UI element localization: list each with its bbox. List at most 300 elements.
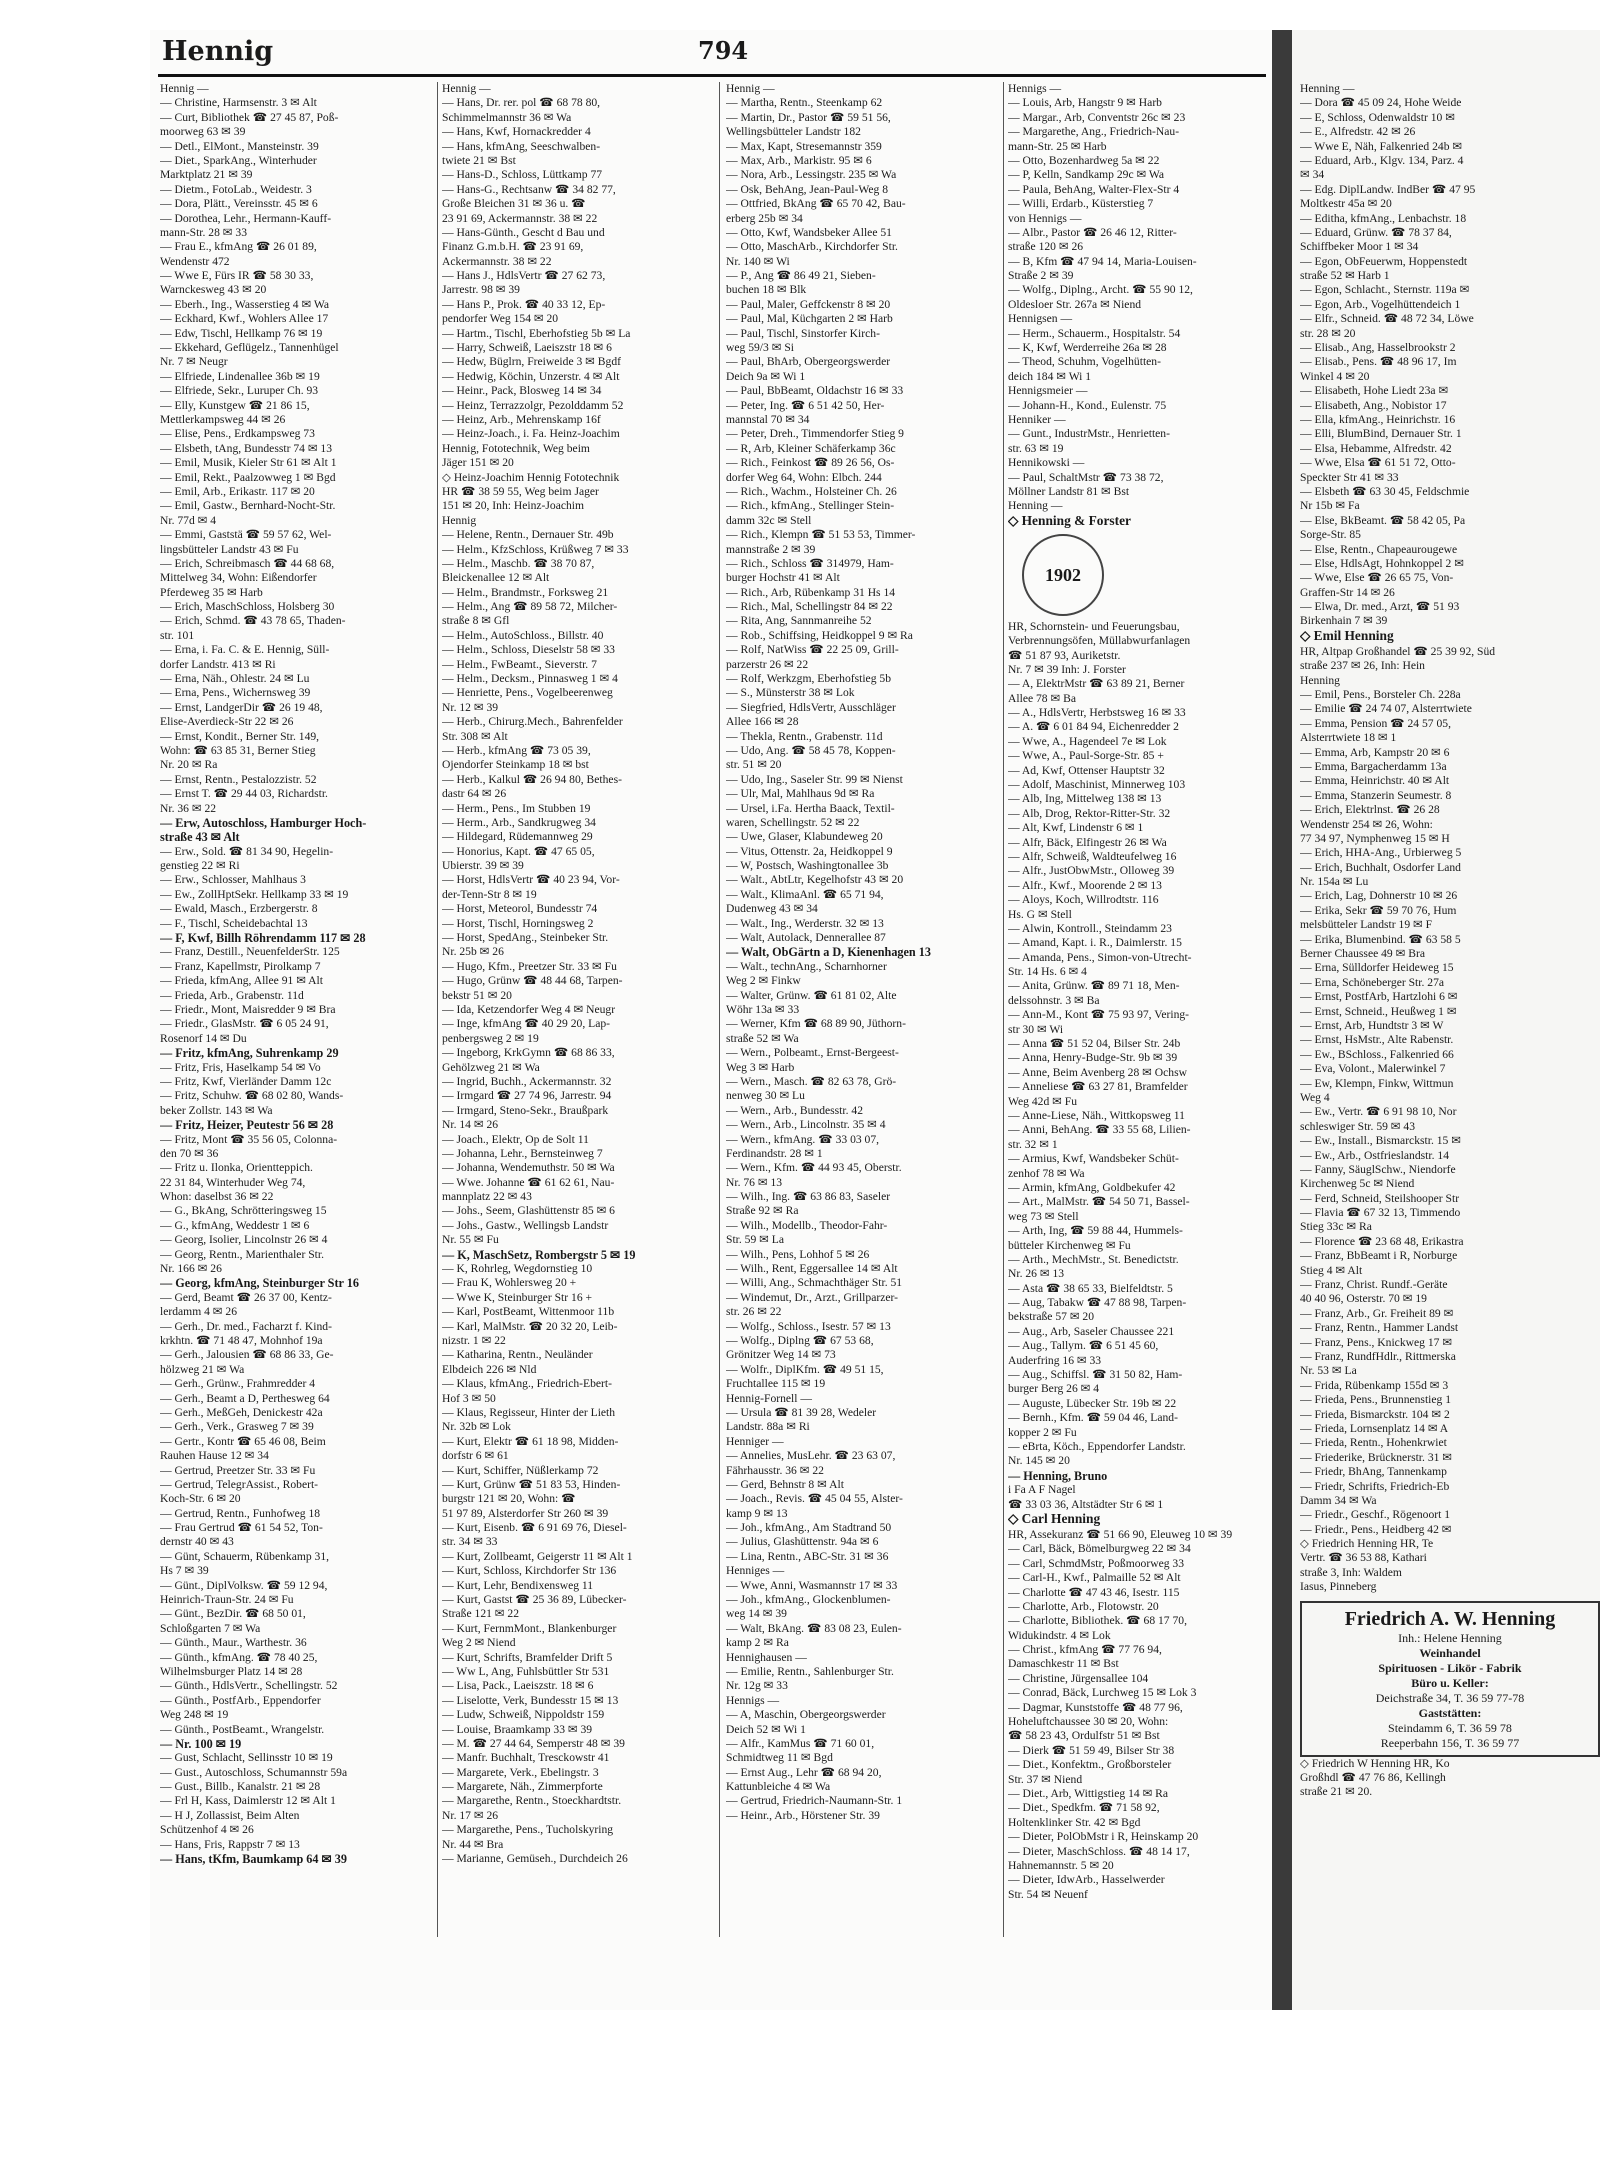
directory-entry: — Elfr., Schneid. ☎ 48 72 34, Löwe <box>1300 312 1474 326</box>
directory-entry: schleswiger Str. 59 ✉ 43 <box>1300 1119 1416 1133</box>
directory-entry: Winkel 4 ✉ 20 <box>1300 369 1370 383</box>
directory-entry: 51 97 89, Alsterdorfer Str 260 ✉ 39 <box>442 1506 609 1520</box>
directory-entry: — Günth., kfmAng. ☎ 78 40 25, <box>160 1650 318 1664</box>
directory-entry: — Kurt, Grünw ☎ 51 83 53, Hinden- <box>442 1477 621 1491</box>
directory-entry: — Thekla, Rentn., Grabenstr. 11d <box>726 729 883 743</box>
directory-entry: Graffen-Str 14 ✉ 26 <box>1300 585 1395 599</box>
directory-entry: burger Berg 26 ✉ 4 <box>1008 1382 1100 1396</box>
directory-entry: straße 8 ✉ Gfl <box>442 614 510 628</box>
directory-entry: Hoheluftchaussee 30 ✉ 20, Wohn: <box>1008 1715 1169 1729</box>
directory-entry: — Gerh., Jalousien ☎ 68 86 33, Ge- <box>160 1348 334 1362</box>
directory-entry: — H J, Zollassist, Beim Alten <box>160 1808 300 1822</box>
directory-entry: Wendenstr 254 ✉ 26, Wohn: <box>1300 817 1433 831</box>
ad-tavern-1: Steindamm 6, T. 36 59 78 <box>1388 1720 1512 1735</box>
directory-entry: — Margarethe, Rentn., Stoeckhardtstr. <box>442 1794 622 1808</box>
directory-entry: burgstr 121 ✉ 20, Wohn: ☎ <box>442 1492 576 1506</box>
directory-entry: — Elfriede, Lindenallee 36b ✉ 19 <box>160 369 320 383</box>
directory-entry: Str. 14 Hs. 6 ✉ 4 <box>1008 965 1087 979</box>
directory-entry: Henning <box>1300 673 1340 687</box>
directory-entry: 40 40 96, Osterstr. 70 ✉ 19 <box>1300 1292 1427 1306</box>
directory-entry: — Johanna, Lehr., Bernsteinweg 7 <box>442 1146 603 1160</box>
directory-entry: Wendenstr 472 <box>160 254 230 268</box>
directory-entry: — Dietm., FotoLab., Weidestr. 3 <box>160 182 312 196</box>
directory-entry: — Eduard, Grünw. ☎ 78 37 84, <box>1300 225 1452 239</box>
directory-entry: — Ida, Ketzendorfer Weg 4 ✉ Neugr <box>442 1003 616 1016</box>
directory-entry: — Charlotte, Arb., Flotowstr. 20 <box>1008 1599 1159 1613</box>
directory-entry: — Florence ☎ 23 68 48, Erikastra <box>1300 1234 1464 1248</box>
directory-entry: — Ernst, LandgerDir ☎ 26 19 48, <box>160 700 323 714</box>
directory-entry: — Georg, Rentn., Marienthaler Str. <box>160 1247 324 1261</box>
directory-entry: — Anneliese ☎ 63 27 81, Bramfelder <box>1008 1080 1188 1094</box>
directory-entry: — Horst, HdlsVertr ☎ 40 23 94, Vor- <box>442 873 620 887</box>
directory-entry: — Ernst Aug., Lehr ☎ 68 94 20, <box>726 1765 882 1779</box>
directory-entry: — P, Kelln, Sandkamp 29c ✉ Wa <box>1008 168 1165 182</box>
directory-entry: Nr. 12 ✉ 39 <box>442 700 499 714</box>
directory-entry: Henning — <box>1008 499 1063 513</box>
directory-entry: — Ludw, Schweiß, Nippoldstr 159 <box>442 1708 605 1722</box>
directory-entry: Nr. 166 ✉ 26 <box>160 1262 222 1276</box>
directory-entry: — Annelies, MusLehr. ☎ 23 63 07, <box>726 1449 896 1463</box>
directory-entry: Mettlerkampsweg 44 ✉ 26 <box>160 412 286 426</box>
directory-entry: — Paula, BehAng, Walter-Flex-Str 4 <box>1008 182 1180 196</box>
directory-entry: Straße 2 ✉ 39 <box>1008 269 1074 283</box>
directory-entry: ☎ 58 23 43, Ordulfstr 51 ✉ Bst <box>1008 1729 1160 1743</box>
directory-entry: — Kurt, Elektr ☎ 61 18 98, Midden- <box>442 1434 619 1448</box>
directory-entry: Straße 121 ✉ 22 <box>442 1607 520 1621</box>
directory-entry: — Frau K, Wohlersweg 20 + <box>442 1276 577 1290</box>
directory-entry: — Elli, BlumBind, Dernauer Str. 1 <box>1300 427 1462 441</box>
directory-entry: — Ella, kfmAng., Heinrichstr. 16 <box>1300 412 1456 426</box>
directory-entry: — Franz, Christ. Rundf.-Geräte <box>1300 1278 1448 1292</box>
directory-entry: — F, Kwf, Billh Röhrendamm 117 ✉ 28 <box>160 931 366 946</box>
directory-entry: — Gunt., IndustrMstr., Henrietten- <box>1008 427 1170 441</box>
directory-entry: Grönitzer Weg 14 ✉ 73 <box>726 1348 836 1362</box>
directory-entry: ☎ 51 87 93, Auriketstr. <box>1008 648 1121 662</box>
directory-entry: — Heinz, Terrazzolgr, Pezolddamm 52 <box>442 398 624 412</box>
directory-entry: — Frida, Rübenkamp 155d ✉ 3 <box>1300 1378 1449 1392</box>
directory-entry: Allee 166 ✉ 28 <box>726 715 799 729</box>
directory-entry: — Ernst, HsMstr., Alte Rabenstr. <box>1300 1033 1454 1047</box>
directory-entry: — Helm., FwBeamt., Sieverstr. 7 <box>442 657 597 671</box>
directory-entry: — Helm., Brandmstr., Forksweg 21 <box>442 585 609 599</box>
directory-entry: — Irmgard, Steno-Sekr., Braußpark <box>442 1103 609 1117</box>
directory-entry: — Ernst, Rentn., Pestalozzistr. 52 <box>160 772 317 786</box>
directory-entry: Jäger 151 ✉ 20 <box>442 456 514 470</box>
directory-entry: — W, Postsch, Washingtonallee 3b <box>726 859 889 873</box>
directory-entry: — Ew., BSchloss., Falkenried 66 <box>1300 1047 1454 1061</box>
directory-entry: Bleickenallee 12 ✉ Alt <box>442 571 550 585</box>
directory-entry: — Ferd, Schneid, Steilshooper Str <box>1300 1191 1460 1205</box>
directory-entry: — Eva, Volont., Malerwinkel 7 <box>1300 1062 1446 1076</box>
directory-entry: — Egon, Arb., Vogelhüttendeich 1 <box>1300 297 1461 311</box>
directory-entry: melsbütteler Landstr 19 ✉ F <box>1300 918 1433 932</box>
directory-entry: — Rolf, Werkzgm, Eberhofstieg 5b <box>726 672 891 686</box>
page-number: 794 <box>698 36 749 65</box>
directory-entry: — Gerd, Behnstr 8 ✉ Alt <box>726 1477 844 1491</box>
directory-entry: bütteler Kirchenweg ✉ Fu <box>1008 1238 1131 1252</box>
directory-entry: — Elwa, Dr. med., Arzt, ☎ 51 93 <box>1300 600 1460 614</box>
directory-entry: mannplatz 22 ✉ 43 <box>442 1190 532 1204</box>
directory-entry: straße 237 ✉ 26, Inh: Hein <box>1300 659 1425 673</box>
directory-entry: — Ad, Kwf, Ottenser Hauptstr 32 <box>1008 763 1165 777</box>
directory-entry: Nr. 140 ✉ Wi <box>726 254 790 268</box>
directory-entry: — Georg, Isolier, Lincolnstr 26 ✉ 4 <box>160 1233 328 1247</box>
directory-entry: — Carl-H., Kwf., Palmaille 52 ✉ Alt <box>1008 1571 1181 1585</box>
directory-entry: — Carl, Bäck, Bömelburgweg 22 ✉ 34 <box>1008 1542 1191 1556</box>
directory-entry: zenhof 78 ✉ Wa <box>1008 1166 1085 1180</box>
directory-entry: — Alfr., JustObwMstr., Olloweg 39 <box>1008 864 1175 878</box>
directory-entry: — A. ☎ 6 01 84 94, Eichenredder 2 <box>1008 720 1179 734</box>
directory-entry: — Hans-Günth., Gescht d Bau und <box>442 225 605 239</box>
directory-entry: — Lina, Rentn., ABC-Str. 31 ✉ 36 <box>726 1549 889 1563</box>
directory-entry: ☎ 33 03 36, Altstädter Str 6 ✉ 1 <box>1008 1497 1164 1511</box>
directory-entry: Nr. 20 ✉ Ra <box>160 758 218 772</box>
directory-entry: — Franz, Kapellmstr, Pirolkamp 7 <box>160 959 321 973</box>
directory-entry: — Erna, i. Fa. C. & E. Hennig, Süll- <box>160 643 330 657</box>
directory-entry: — Frieda, Arb., Grabenstr. 11d <box>160 988 304 1002</box>
directory-entry: — Henriette, Pens., Vogelbeerenweg <box>442 686 613 700</box>
directory-entry: — Erna, Näh., Ohlestr. 24 ✉ Lu <box>160 672 310 686</box>
directory-entry: — Wern., Masch. ☎ 82 63 78, Grö- <box>726 1074 897 1088</box>
directory-entry: — Elsa, Hebamme, Alfredstr. 42 <box>1300 441 1452 455</box>
directory-entry: ◇ Friedrich Henning HR, Te <box>1300 1537 1434 1551</box>
directory-entry: ✉ 34 <box>1300 168 1325 182</box>
directory-entry: — Paul, BhArb, Obergeorgswerder <box>726 355 891 369</box>
directory-entry: — Asta ☎ 38 65 33, Bielfeldtstr. 5 <box>1008 1281 1173 1295</box>
directory-entry: — Fritz, kfmAng, Suhrenkamp 29 <box>160 1046 339 1061</box>
directory-entry: Hennikowski — <box>1008 456 1085 470</box>
directory-entry: — Harry, Schweiß, Laeiszstr 18 ✉ 6 <box>442 341 612 355</box>
directory-entry: — Frieda, Bismarckstr. 104 ✉ 2 <box>1300 1407 1450 1421</box>
directory-entry: — Friedr., Pens., Heidberg 42 ✉ <box>1300 1522 1452 1536</box>
directory-entry: — Hartm., Tischl, Eberhofstieg 5b ✉ La <box>442 326 631 340</box>
directory-entry: Wohn: ☎ 63 85 31, Berner Stieg <box>160 743 316 757</box>
directory-entry: burger Hochstr 41 ✉ Alt <box>726 571 840 585</box>
directory-entry: straße 120 ✉ 26 <box>1008 240 1084 254</box>
directory-entry: — Erw., Sold. ☎ 81 34 90, Hegelin- <box>160 844 334 858</box>
directory-entry: — Gerh., Verk., Grasweg 7 ✉ 39 <box>160 1420 314 1434</box>
directory-entry: Rosenorf 14 ✉ Du <box>160 1031 247 1045</box>
directory-entry: — Herb., Chirurg.Mech., Bahrenfelder <box>442 715 623 729</box>
directory-entry: — Wolfg., Diplng ☎ 67 53 68, <box>726 1333 874 1347</box>
directory-entry: — Wolfg., Schloss., Isestr. 57 ✉ 13 <box>726 1319 891 1333</box>
directory-entry: — Wwe, A., Paul-Sorge-Str. 85 + <box>1008 749 1164 763</box>
directory-entry: — Anna ☎ 51 52 04, Bilser Str. 24b <box>1008 1037 1181 1051</box>
directory-entry: Hennigsen — <box>1008 312 1073 326</box>
directory-entry: — A., HdlsVertr, Herbstsweg 16 ✉ 33 <box>1008 706 1186 720</box>
directory-entry: — Herb., kfmAng ☎ 73 05 39, <box>442 743 591 757</box>
directory-entry: — Ernst, PostfArb, Hartzlohi 6 ✉ <box>1300 990 1458 1004</box>
directory-entry: ◇ Heinz-Joachim Hennig Fototechnik <box>442 470 620 484</box>
directory-entry: — Fritz, Kwf, Vierländer Damm 12c <box>160 1074 332 1088</box>
directory-entry: — Kurt, FernmMont., Blankenburger <box>442 1621 617 1635</box>
directory-entry: Speckter Str 41 ✉ 33 <box>1300 470 1399 484</box>
directory-entry: — Windemut, Dr., Arzt., Grillparzer- <box>726 1290 898 1304</box>
ad-title: Friedrich A. W. Henning <box>1344 1607 1556 1630</box>
directory-entry: — Art., MalMstr. ☎ 54 50 71, Bassel- <box>1008 1195 1190 1209</box>
directory-entry: delssohnstr. 3 ✉ Ba <box>1008 993 1100 1007</box>
directory-entry: — E, Schloss, Odenwaldstr 10 ✉ <box>1300 110 1455 124</box>
directory-entry: buchen 18 ✉ Blk <box>726 283 807 297</box>
directory-entry: Stieg 4 ✉ Alt <box>1300 1263 1363 1277</box>
directory-entry: — Anna, Henry-Budge-Str. 9b ✉ 39 <box>1008 1051 1178 1065</box>
ad-taverns-label: Gaststätten: <box>1418 1705 1482 1720</box>
directory-entry: — Aug., Tallym. ☎ 6 51 45 60, <box>1008 1339 1159 1353</box>
directory-entry: genstieg 22 ✉ Ri <box>160 859 240 873</box>
directory-entry: nenweg 30 ✉ Lu <box>726 1089 805 1103</box>
directory-entry: — Kurt, Schiffer, Nüßlerkamp 72 <box>442 1463 599 1477</box>
directory-entry: — Günt., DiplVolksw. ☎ 59 12 94, <box>160 1578 328 1592</box>
column-divider <box>437 82 438 1937</box>
directory-entry: — Julius, Glashüttenstr. 94a ✉ 6 <box>726 1535 879 1549</box>
directory-entry: — Emil, Rekt., Paalzowweg 1 ✉ Bgd <box>160 470 336 484</box>
directory-entry: — Christ., kfmAng ☎ 77 76 94, <box>1008 1643 1162 1657</box>
directory-entry: — Emma, Pension ☎ 24 57 05, <box>1300 716 1451 730</box>
directory-entry: — Erich, Schreibmasch ☎ 44 68 68, <box>160 556 335 570</box>
directory-entry: pendorfer Weg 154 ✉ 20 <box>442 312 559 326</box>
directory-entry: Ojendorfer Steinkamp 18 ✉ bst <box>442 758 589 772</box>
directory-entry: — Carl, SchmdMstr, Poßmoorweg 33 <box>1008 1556 1185 1570</box>
directory-entry: — Rich., Wachm., Holsteiner Ch. 26 <box>726 484 897 498</box>
directory-entry: Nr. 7 ✉ Neugr <box>160 355 228 369</box>
directory-entry: Hennig — <box>442 82 491 95</box>
directory-entry: Schmidtweg 11 ✉ Bgd <box>726 1751 833 1765</box>
directory-entry: — Herm., Pens., Im Stubben 19 <box>442 801 591 815</box>
directory-entry: — Emilie ☎ 24 74 07, Alsterrtwiete <box>1300 702 1472 716</box>
directory-entry: — Wwe, Else ☎ 26 65 75, Von- <box>1300 571 1454 585</box>
directory-entry: — Dierk ☎ 51 59 49, Bilser Str 38 <box>1008 1743 1175 1757</box>
directory-entry: dorfer Weg 64, Wohn: Elbch. 244 <box>726 470 882 484</box>
directory-entry: — Auguste, Lübecker Str. 19b ✉ 22 <box>1008 1396 1177 1410</box>
directory-entry: — Gust., Billb., Kanalstr. 21 ✉ 28 <box>160 1780 321 1794</box>
directory-entry: Moltkestr 45a ✉ 20 <box>1300 197 1392 211</box>
directory-entry: Henniges — <box>726 1564 785 1578</box>
directory-entry: Hennig, Fototechnik, Weg beim <box>442 441 590 455</box>
directory-entry: — Wern., kfmAng. ☎ 33 03 07, <box>726 1132 880 1146</box>
directory-entry: — Ekkehard, Geflügelz., Tannenhügel <box>160 341 339 355</box>
directory-entry: — Herm., Schauerm., Hospitalstr. 54 <box>1008 326 1181 340</box>
directory-entry: Schloßgarten 7 ✉ Wa <box>160 1621 261 1635</box>
directory-entry: Nr. 7 ✉ 39 Inh: J. Forster <box>1008 662 1126 676</box>
directory-entry: — Dieter, PolObMstr i R, Heinskamp 20 <box>1008 1830 1199 1844</box>
directory-entry: Nr. 17 ✉ 26 <box>442 1808 499 1822</box>
directory-entry: ◇ Carl Henning <box>1008 1511 1101 1526</box>
directory-entry: — Friedr., Geschf., Rögenoort 1 <box>1300 1508 1451 1522</box>
directory-entry: — Friedr, Schrifts, Friedrich-Eb <box>1300 1479 1450 1493</box>
directory-entry: — Franz, Rentn., Hammer Landst <box>1300 1321 1459 1335</box>
directory-entry: — Frau Gertrud ☎ 61 54 52, Ton- <box>160 1521 323 1535</box>
directory-entry: Deich 52 ✉ Wi 1 <box>726 1722 806 1736</box>
directory-entry: — Armius, Kwf, Wandsbeker Schüt- <box>1008 1152 1179 1166</box>
directory-entry: — Erw., Schlosser, Mahlhaus 3 <box>160 873 306 887</box>
directory-entry: straße 52 ✉ Wa <box>726 1031 799 1045</box>
directory-entry: — Dora ☎ 45 09 24, Hohe Weide <box>1300 96 1462 110</box>
directory-entry: — Amanda, Pens., Simon-von-Utrecht- <box>1008 950 1192 964</box>
directory-entry: — Editha, kfmAng., Lenbachstr. 18 <box>1300 211 1467 225</box>
directory-entry: Sorge-Str. 85 <box>1300 528 1361 542</box>
directory-entry: Str. 59 ✉ La <box>726 1233 785 1247</box>
directory-entry: dastr 64 ✉ 26 <box>442 787 507 801</box>
directory-entry: — Eckhard, Kwf., Wohlers Allee 17 <box>160 312 329 326</box>
directory-entry: — Else, BkBeamt. ☎ 58 42 05, Pa <box>1300 513 1466 527</box>
directory-entry: Koch-Str. 6 ✉ 20 <box>160 1492 241 1506</box>
directory-entry: dernstr 40 ✉ 43 <box>160 1535 234 1549</box>
directory-entry: Schiffbeker Moor 1 ✉ 34 <box>1300 240 1419 254</box>
directory-entry: Berner Chaussee 49 ✉ Bra <box>1300 947 1425 961</box>
directory-entry: — Franz, BbBeamt i R, Norburge <box>1300 1249 1458 1263</box>
directory-entry: — Rich., Arb, Rübenkamp 31 Hs 14 <box>726 585 896 599</box>
directory-entry: — Helm., Schloss, Dieselstr 58 ✉ 33 <box>442 643 615 657</box>
directory-entry: — Charlotte, Bibliothek. ☎ 68 17 70, <box>1008 1614 1187 1628</box>
directory-entry: — Rolf, NatWiss ☎ 22 25 09, Grill- <box>726 643 899 657</box>
directory-entry: — Walt, ObGärtn a D, Kienenhagen 13 <box>726 945 931 960</box>
directory-entry: — Helm., Maschb. ☎ 38 70 87, <box>442 556 595 570</box>
directory-entry: — Udo, Ing., Saseler Str. 99 ✉ Nienst <box>726 772 903 786</box>
directory-entry: — Erich, Elektrlnst. ☎ 26 28 <box>1300 803 1440 817</box>
directory-entry: krkhtn. ☎ 71 48 47, Mohnhof 19a <box>160 1333 323 1347</box>
directory-entry: — Wwe, Elsa ☎ 61 51 72, Otto- <box>1300 456 1456 470</box>
directory-entry: ◇ Emil Henning <box>1300 628 1394 643</box>
directory-entry: — Günth., HdlsVertr., Schellingstr. 52 <box>160 1679 338 1693</box>
directory-entry: erberg 25b ✉ 34 <box>726 211 803 225</box>
directory-entry: — P., Ang ☎ 86 49 21, Sieben- <box>726 269 876 283</box>
directory-entry: Wilhelmsburger Platz 14 ✉ 28 <box>160 1664 303 1678</box>
directory-entry: — Hans J., HdlsVertr ☎ 27 62 73, <box>442 269 606 283</box>
directory-entry: Auderfring 16 ✉ 33 <box>1008 1353 1102 1367</box>
directory-entry: — Frieda, Rentn., Hohenkrwiet <box>1300 1436 1447 1450</box>
directory-entry: Fährhausstr. 36 ✉ 22 <box>726 1463 824 1477</box>
directory-entry: parzerstr 26 ✉ 22 <box>726 657 809 671</box>
directory-entry: — Theod, Schuhm, Vogelhütten- <box>1008 355 1161 369</box>
directory-entry: — A, Maschin, Obergeorgswerder <box>726 1708 886 1722</box>
directory-entry: 151 ✉ 20, Inh: Heinz-Joachim <box>442 499 585 513</box>
directory-entry: — Wern., Polbeamt., Ernst-Bergeest- <box>726 1046 899 1060</box>
directory-entry: — Hans P., Prok. ☎ 40 33 12, Ep- <box>442 297 606 311</box>
directory-entry: — Alb, Drog, Rektor-Ritter-Str. 32 <box>1008 806 1171 820</box>
directory-entry: str. 32 ✉ 1 <box>1008 1137 1058 1151</box>
directory-entry: — Herb., Kalkul ☎ 26 94 80, Bethes- <box>442 772 622 786</box>
directory-entry: — M. ☎ 27 44 64, Semperstr 48 ✉ 39 <box>442 1736 625 1750</box>
directory-entry: — Horst, Tischl, Horningsweg 2 <box>442 916 594 930</box>
directory-entry: — Erw, Autoschloss, Hamburger Hoch- <box>160 815 367 830</box>
directory-entry: straße 52 ✉ Harb 1 <box>1300 269 1390 283</box>
directory-entry: Nr. 44 ✉ Bra <box>442 1837 504 1851</box>
directory-entry: — Margarethe, Ang., Friedrich-Nau- <box>1008 125 1180 139</box>
directory-entry: Nr. 12g ✉ 33 <box>726 1679 788 1693</box>
directory-entry: — Alb, Ing, Mittelweg 138 ✉ 13 <box>1008 792 1162 806</box>
directory-entry: mannstal 70 ✉ 34 <box>726 412 810 426</box>
directory-entry: str. 63 ✉ 19 <box>1008 441 1064 455</box>
directory-entry: Stieg 33c ✉ Ra <box>1300 1220 1372 1234</box>
directory-entry: — Hans, kfmAng, Seeschwalben- <box>442 139 601 153</box>
directory-entry: beker Zollstr. 143 ✉ Wa <box>160 1103 273 1117</box>
directory-entry: — Willi, Erdarb., Küsterstieg 7 <box>1008 197 1154 211</box>
directory-entry: — G., kfmAng, Weddestr 1 ✉ 6 <box>160 1218 310 1232</box>
directory-entry: — Ingrid, Buchh., Ackermannstr. 32 <box>442 1074 612 1088</box>
directory-entry: den 70 ✉ 36 <box>160 1146 219 1160</box>
directory-entry: — Siegfried, HdlsVertr, Ausschläger <box>726 700 896 714</box>
directory-entry: Hennigs — <box>726 1693 780 1707</box>
directory-entry: — Walt, BkAng. ☎ 83 08 23, Eulen- <box>726 1621 902 1635</box>
directory-entry: Hennig <box>442 513 477 527</box>
directory-entry: — Margarete, Verk., Ebelingstr. 3 <box>442 1765 599 1779</box>
directory-entry: — Uwe, Glaser, Klabundeweg 20 <box>726 830 883 844</box>
directory-entry: — F., Tischl, Scheidebachtal 13 <box>160 916 308 930</box>
directory-entry: Hennigs — <box>1008 82 1062 95</box>
directory-entry: — Diet., Spedkfm. ☎ 71 58 92, <box>1008 1801 1160 1815</box>
directory-entry: — Christine, Jürgensallee 104 <box>1008 1671 1149 1685</box>
directory-entry: — Gerd, Beamt ☎ 26 37 00, Kentz- <box>160 1290 332 1304</box>
directory-entry: — Margarete, Näh., Zimmerpforte <box>442 1780 603 1794</box>
directory-entry: — Frau E., kfmAng ☎ 26 01 89, <box>160 240 317 254</box>
directory-entry: — Rich., Feinkost ☎ 89 26 56, Os- <box>726 456 895 470</box>
bottom-margin <box>0 2010 1600 2177</box>
directory-entry: — Erna, Sülldorfer Heideweg 15 <box>1300 961 1454 975</box>
directory-entry: mannstraße 2 ✉ 39 <box>726 542 816 556</box>
directory-entry: Henning — <box>1300 82 1355 95</box>
directory-entry: — A, ElektrMstr ☎ 63 89 21, Berner <box>1008 677 1185 691</box>
column-3 <box>726 82 998 1937</box>
directory-entry: Deich 9a ✉ Wi 1 <box>726 369 806 383</box>
directory-entry: — Erika, Sekr ☎ 59 70 76, Hum <box>1300 903 1457 917</box>
directory-entry: — Walt., KlimaAnl. ☎ 65 71 94, <box>726 887 884 901</box>
directory-entry: Hof 3 ✉ 50 <box>442 1391 496 1405</box>
directory-entry: — Aug, Tabakw ☎ 47 88 98, Tarpen- <box>1008 1296 1187 1310</box>
directory-entry: — Emil, Pens., Borsteler Ch. 228a <box>1300 688 1461 702</box>
directory-entry: — Otto, Kwf, Wandsbeker Allee 51 <box>726 225 892 239</box>
directory-entry: HR, Assekuranz ☎ 51 66 90, Eleuweg 10 ✉ 39 <box>1008 1527 1233 1541</box>
directory-entry: Allee 78 ✉ Ba <box>1008 691 1076 705</box>
directory-entry: — Peter, Dreh., Timmendorfer Stieg 9 <box>726 427 904 441</box>
directory-entry: — Klaus, Regisseur, Hinter der Lieth <box>442 1405 616 1419</box>
directory-entry: — G., BkAng, Schrötteringsweg 15 <box>160 1204 327 1218</box>
directory-entry: — Elisabeth, Ang., Nobistor 17 <box>1300 398 1447 412</box>
directory-entry: — Joh., kfmAng., Glockenblumen- <box>726 1593 891 1607</box>
directory-entry: — Ew., Vertr. ☎ 6 91 98 10, Nor <box>1300 1105 1457 1119</box>
directory-entry: Weg 3 ✉ Harb <box>726 1060 795 1074</box>
directory-entry: — Erich, Schmd. ☎ 43 78 65, Thaden- <box>160 614 346 628</box>
directory-entry: — Adolf, Maschinist, Minnerweg 103 <box>1008 778 1186 792</box>
directory-entry: Henniger — <box>726 1434 784 1448</box>
directory-entry: — Johs., Seem, Glashüttenstr 85 ✉ 6 <box>442 1204 615 1218</box>
directory-entry: — Alwin, Kontroll., Steindamm 23 <box>1008 921 1172 935</box>
directory-entry: — Emma, Arb, Kampstr 20 ✉ 6 <box>1300 745 1450 759</box>
directory-entry: — Wwe, A., Hagendeel 7e ✉ Lok <box>1008 734 1167 748</box>
directory-entry: Warnckesweg 43 ✉ 20 <box>160 283 267 297</box>
directory-entry: Str. 308 ✉ Alt <box>442 729 508 743</box>
directory-entry: Hennigsmeier — <box>1008 384 1088 398</box>
directory-entry: Damm 34 ✉ Wa <box>1300 1493 1377 1507</box>
directory-entry: kamp 2 ✉ Ra <box>726 1636 789 1650</box>
running-head: Hennig <box>162 36 274 67</box>
directory-entry: — Karl, MalMstr. ☎ 20 32 20, Leib- <box>442 1319 618 1333</box>
directory-entry: — Fanny, SäuglSchw., Niendorfe <box>1300 1162 1456 1176</box>
directory-entry: — Horst, Meteorol, Bundesstr 74 <box>442 902 598 916</box>
directory-entry: — Anita, Grünw. ☎ 89 71 18, Men- <box>1008 979 1180 993</box>
ad-owner: Inh.: Helene Henning <box>1398 1630 1502 1645</box>
directory-entry: — Dieter, MaschSchloss. ☎ 48 14 17, <box>1008 1844 1190 1858</box>
directory-entry: — Elise, Pens., Erdkampsweg 73 <box>160 427 315 441</box>
directory-entry: — Wilh., Ing. ☎ 63 86 83, Saseler <box>726 1190 891 1204</box>
directory-entry: — Nr. 100 ✉ 19 <box>160 1736 242 1751</box>
facing-page-column <box>1300 82 1600 1800</box>
directory-entry: Henniker — <box>1008 412 1066 426</box>
directory-entry: penbergsweg 2 ✉ 19 <box>442 1031 539 1045</box>
directory-entry: — Erna, Schöneberger Str. 27a <box>1300 975 1445 989</box>
directory-entry: — Christine, Harmsenstr. 3 ✉ Alt <box>160 96 317 110</box>
directory-entry: Landstr. 88a ✉ Ri <box>726 1420 810 1434</box>
directory-entry: — Frl H, Kass, Daimlerstr 12 ✉ Alt 1 <box>160 1794 336 1808</box>
